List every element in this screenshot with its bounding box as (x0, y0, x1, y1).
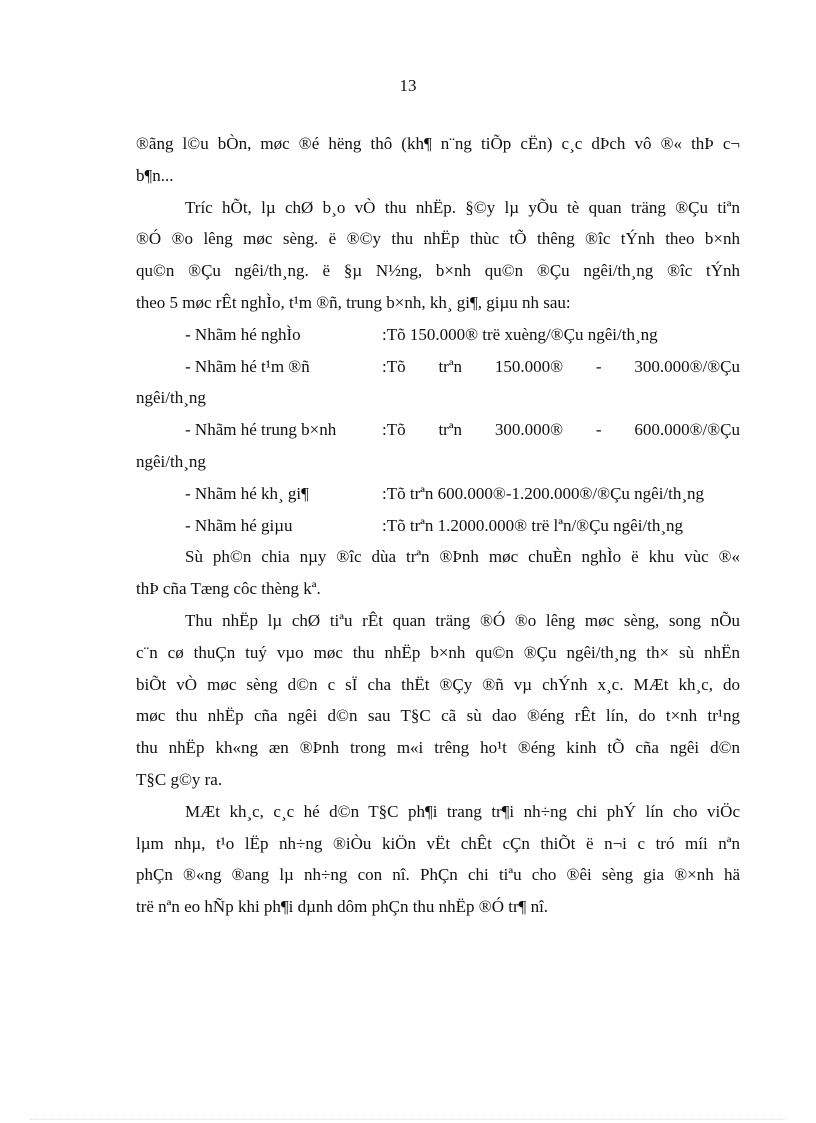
text-line: phÇn ®«ng ®ang lµ nh÷ng con nî. PhÇn chi tiªu cho ®êi sèng gia ®×nh hä (136, 865, 740, 885)
income-group-value: :Tõ trªn 150.000® - 300.000®/®Çu (382, 356, 740, 376)
text-line: qu©n ®Çu ngêi/th¸ng. ë §µ N½ng, b×nh qu©n ®Çu ngêi/th¸ng ®îc tÝnh (136, 261, 740, 281)
income-group-label: - Nhãm hé giµu (185, 515, 293, 535)
text-line: Sù ph©n chia nµy ®îc dùa trªn ®Þnh møc chuÈn nghÌo ë khu vùc ®« (185, 547, 740, 567)
income-group-label: - Nhãm hé t¹m ®ñ (185, 356, 310, 376)
text-line: thu nhËp kh«ng æn ®Þnh trong m«i trêng ho¹t ®éng kinh tÕ cña ngêi d©n (136, 738, 740, 758)
text-line: MÆt kh¸c, c¸c hé d©n T§C ph¶i trang tr¶i nh÷ng chi phÝ lín cho viÖc (185, 801, 740, 821)
text-line: ngêi/th¸ng (136, 451, 206, 471)
text-line: T§C g©y ra. (136, 769, 223, 789)
text-line: c¨n cø thuÇn tuý vµo møc thu nhËp b×nh qu©n ®Çu ngêi/th¸ng th× sù nhËn (136, 642, 740, 662)
text-line: thÞ cña Tæng côc thèng kª. (136, 579, 321, 599)
income-group-value: :Tõ trªn 600.000®-1.200.000®/®Çu ngêi/th¸ng (382, 483, 705, 503)
text-line: Tríc hÕt, lµ chØ b¸o vÒ thu nhËp. §©y lµ yÕu tè quan träng ®Çu tiªn (185, 197, 740, 217)
income-group-value: :Tõ 150.000® trë xuèng/®Çu ngêi/th¸ng (382, 324, 658, 344)
text-line: b¶n... (136, 165, 174, 185)
text-line: ®ãng l©u bÒn, møc ®é hëng thô (kh¶ n¨ng tiÕp cËn) c¸c dÞch vô ®« thÞ c¬ (136, 134, 740, 153)
income-group-item (136, 478, 740, 510)
income-group-item (136, 319, 740, 351)
text-line: trë nªn eo hÑp khi ph¶i dµnh dôm phÇn thu nhËp ®Ó tr¶ nî. (136, 897, 549, 917)
text-line: lµm nhµ, t¹o lËp nh÷ng ®iÒu kiÖn vËt chÊt cÇn thiÕt ë n¬i c tró míi nªn (136, 833, 740, 853)
income-group-label: - Nhãm hé trung b×nh (185, 420, 337, 440)
text-line: ®Ó ®o lêng møc sèng. ë ®©y thu nhËp thùc tÕ thêng ®îc tÝnh theo b×nh (136, 229, 740, 249)
income-group-item (136, 351, 740, 383)
text-line: møc thu nhËp cña ngêi d©n sau T§C cã sù dao ®éng rÊt lín, do t×nh tr¹ng (136, 706, 740, 726)
income-group-value: :Tõ trªn 1.2000.000® trë lªn/®Çu ngêi/th¸ng (382, 515, 684, 535)
text-line: biÕt vÒ møc sèng d©n c sÏ cha thËt ®Çy ®ñ vµ chÝnh x¸c. MÆt kh¸c, do (136, 674, 740, 694)
income-group-item (136, 414, 740, 446)
income-group-item (136, 510, 740, 542)
text-line: theo 5 møc rÊt nghÌo, t¹m ®ñ, trung b×nh, kh¸ gi¶, giµu nh sau: (136, 292, 571, 312)
body-text (136, 128, 740, 923)
page-number: 13 (399, 76, 417, 95)
text-line: Thu nhËp lµ chØ tiªu rÊt quan träng ®Ó ®o lêng møc sèng, song nÕu (185, 610, 740, 630)
text-line: ngêi/th¸ng (136, 388, 206, 408)
income-group-value: :Tõ trªn 300.000® - 600.000®/®Çu (382, 420, 740, 440)
income-group-label: - Nhãm hé nghÌo (185, 324, 301, 344)
income-group-label: - Nhãm hé kh¸ gi¶ (185, 483, 309, 503)
page-bottom-rule (30, 1119, 786, 1120)
